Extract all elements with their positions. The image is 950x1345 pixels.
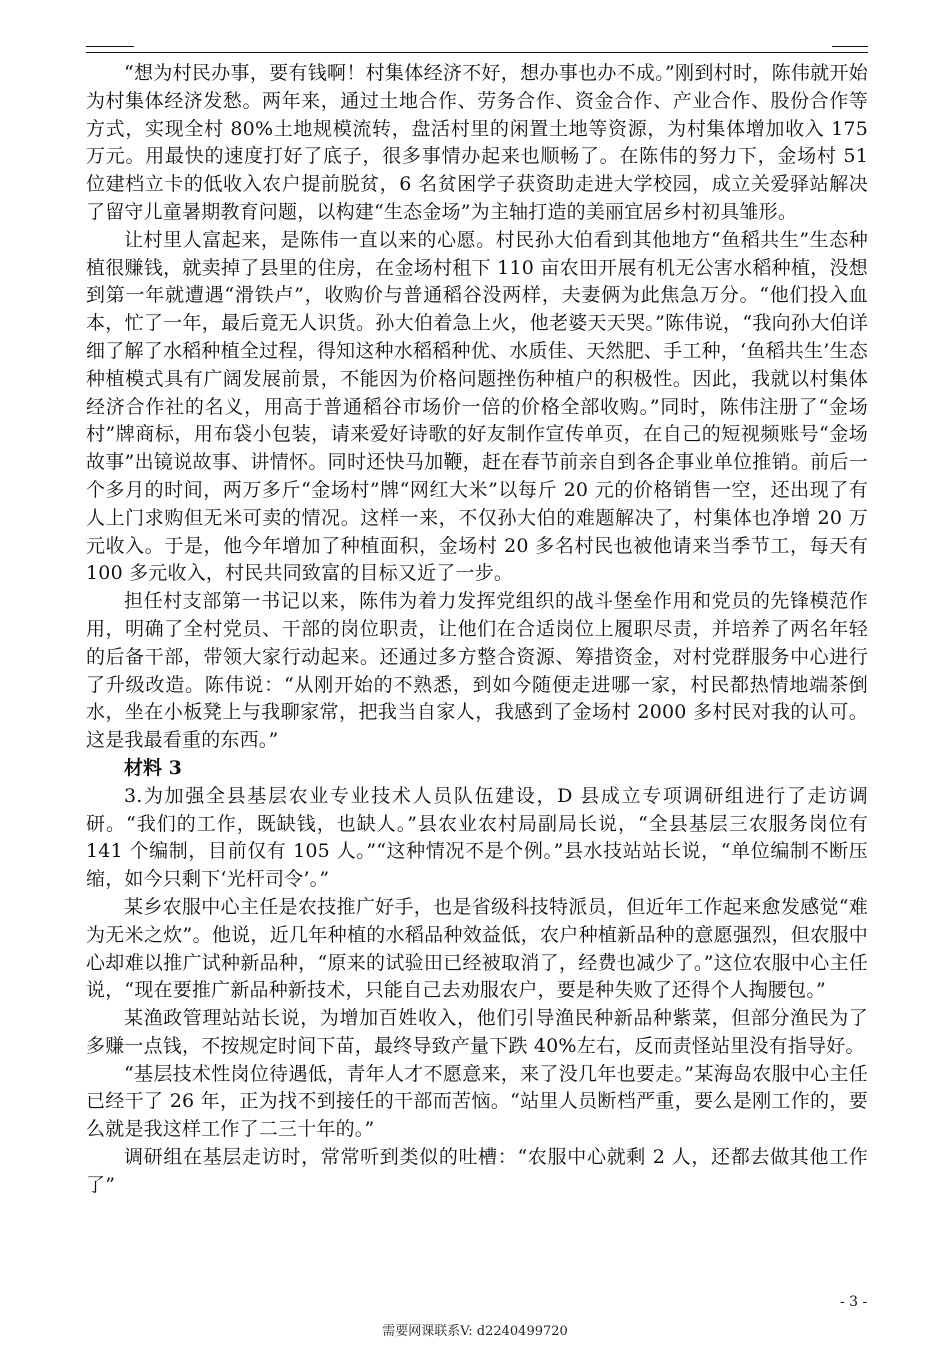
paragraph: 担任村支部第一书记以来，陈伟为着力发挥党组织的战斗堡垒作用和党员的先锋模范作用，明确了全村党员、干部的岗位职责，让他们在合适岗位上履职尽责，并培养了两名年轻的后备干部，带领大家行动起来。还通过多方整合资源、筹措资金，对村党群服务中心进行了升级改造。陈伟说：“从刚开始的不熟悉，到如今随便走进哪一家，村民都热情地端茶倒水，坐在小板凳上与我聊家常，把我当自家人，我感到了金场村 2000 多村民对我的认可。这是我最看重的东西。” [86, 590, 868, 752]
paragraph: 让村里人富起来，是陈伟一直以来的心愿。村民孙大伯看到其他地方“鱼稻共生”生态种植很赚钱，就卖掉了县里的住房，在金场村租下 110 亩农田开展有机无公害水稻种植，没想到第一年就遭遇“滑铁卢”，收购价与普通稻谷没两样，夫妻俩为此焦急万分。“他们投入血本，忙了一年，最后竟无人识货。孙大伯着急上火，他老婆天天哭。”陈伟说，“我向孙大伯详细了解了水稻种植全过程，得知这种水稻稻种优、水质佳、天然肥、手工种，‘鱼稻共生’生态种植模式具有广阔发展前景，不能因为价格问题挫伤种植户的积极性。因此，我就以村集体经济合作社的名义，用高于普通稻谷市场价一倍的价格全部收购。”同时，陈伟注册了“金场村”牌商标，用布袋小包装，请来爱好诗歌的好友制作宣传单页，在自己的短视频账号“金场故事”出镜说故事、讲情怀。同时还快马加鞭，赶在春节前亲自到各企事业单位推销。前后一个多月的时间，两万多斤“金场村”牌“网红大米”以每斤 20 元的价格销售一空，还出现了有人上门求购但无米可卖的情况。这样一来，不仅孙大伯的难题解决了，村集体也净增 20 万元收入。于是，他今年增加了种植面积，金场村 20 多名村民也被他请来当季节工，每天有 100 多元收入，村民共同致富的目标又近了一步。 [86, 228, 868, 585]
section-heading: 材料 3 [124, 756, 182, 779]
footer-note: 需要网课联系V: d2240499720 [382, 1324, 568, 1339]
paragraph: 调研组在基层走访时，常常听到类似的吐槽：“农服中心就剩 2 人，还都去做其他工作了” [86, 1146, 868, 1196]
header-rule-left [86, 46, 134, 47]
header-rule-right [832, 46, 868, 47]
paragraph: 某乡农服中心主任是农技推广好手，也是省级科技特派员，但近年工作起来愈发感觉“难为无米之炊”。他说，近几年种植的水稻品种效益低，农户种植新品种的意愿强烈，但农服中心却难以推广试种新品种，“原来的试验田已经被取消了，经费也减少了。”这位农服中心主任说，“现在要推广新品种新技术，只能自己去劝服农户，要是种失败了还得个人掏腰包。” [86, 895, 868, 1002]
paragraph: 某渔政管理站站长说，为增加百姓收入，他们引导渔民种新品种紫菜，但部分渔民为了多赚一点钱，不按规定时间下苗，最终导致产量下跌 40%左右，反而责怪站里没有指导好。 [86, 1007, 868, 1057]
paragraph: “想为村民办事，要有钱啊！村集体经济不好，想办事也办不成。”刚到村时，陈伟就开始为村集体经济发愁。两年来，通过土地合作、劳务合作、资金合作、产业合作、股份合作等方式，实现全村 80%土地规模流转，盘活村里的闲置土地等资源，为村集体增加收入 175 万元。用最快的速度打好了底子，很多事情办起来也顺畅了。在陈伟的努力下，金场村 51 位建档立卡的低收入农户提前脱贫，6 名贫困学子获资助走进大学校园，成立关爱驿站解决了留守儿童暑期教育问题，以构建“生态金场”为主轴打造的美丽宜居乡村初具雏形。 [86, 62, 868, 223]
paragraph: 3.为加强全县基层农业专业技术人员队伍建设，D 县成立专项调研组进行了走访调研。“我们的工作，既缺钱，也缺人。”县农业农村局副局长说，“全县基层三农服务岗位有 141 个编制，目前仅有 105 人。”“这种情况不是个例。”县水技站站长说，“单位编制不断压缩，如今只剩下‘光杆司令’。” [86, 784, 868, 891]
header-rule [86, 52, 868, 53]
page-number: - 3 - [840, 1294, 868, 1310]
paragraph: “基层技术性岗位待遇低，青年人才不愿意来，来了没几年也要走。”某海岛农服中心主任已经干了 26 年，正为找不到接任的干部而苦恼。“站里人员断档严重，要么是刚工作的，要么就是我这样工作了二三十年的。” [86, 1062, 868, 1141]
document-body [86, 60, 868, 1200]
